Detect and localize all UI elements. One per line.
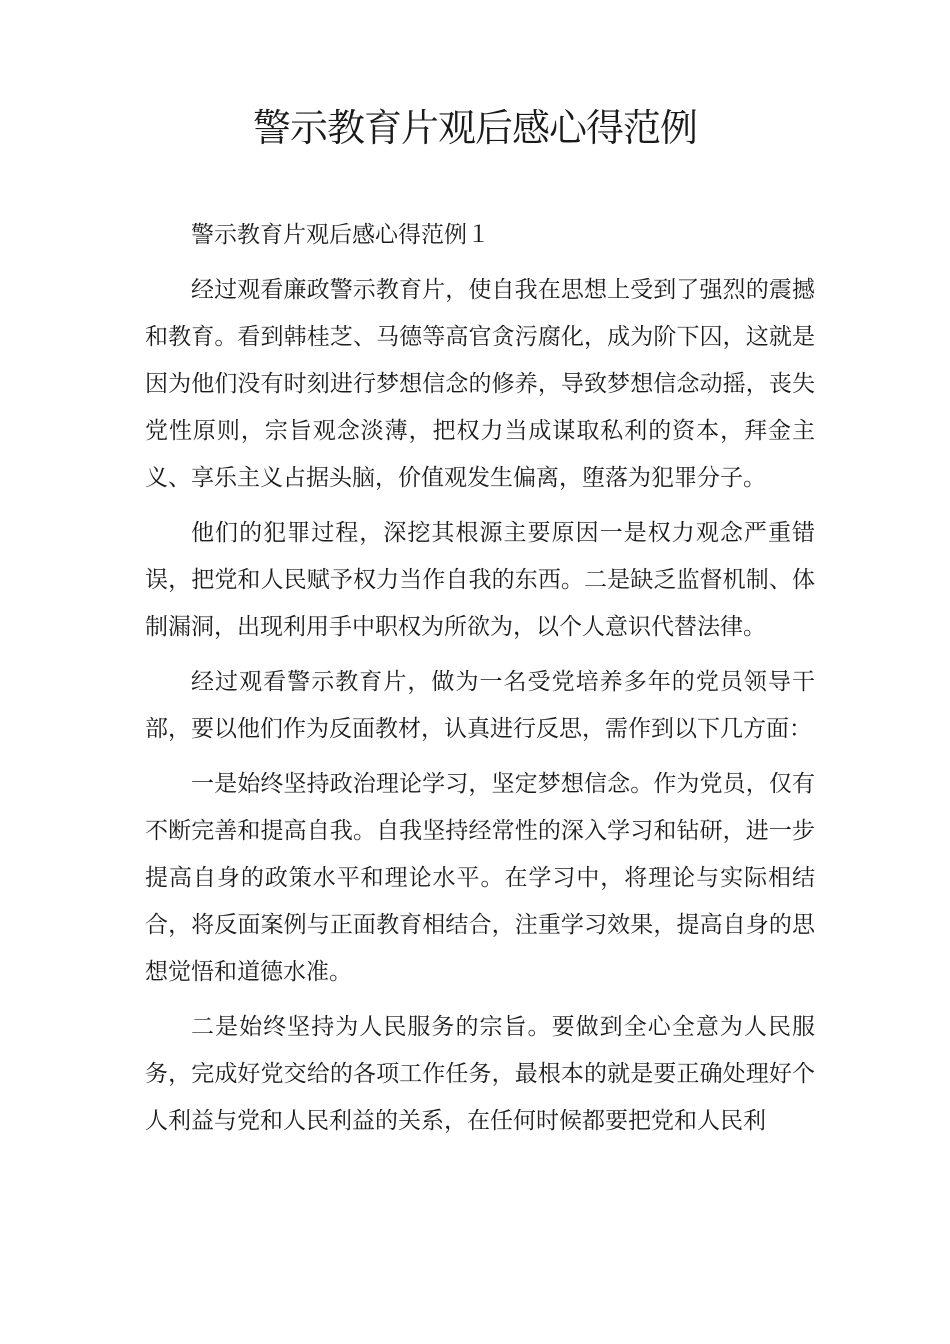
- paragraph-2: 他们的犯罪过程，深挖其根源主要原因一是权力观念严重错误，把党和人民赋予权力当作自我的东西。二是缺乏监督机制、体制漏洞，出现利用手中职权为所欲为，以个人意识代替法律。: [145, 520, 815, 640]
- paragraph-5: 二是始终坚持为人民服务的宗旨。要做到全心全意为人民服务，完成好党交给的各项工作任务，最根本的就是要正确处理好个人利益与党和人民利益的关系，在任何时候都要把党和人民利: [145, 1014, 815, 1134]
- document-body: [145, 212, 815, 1153]
- paragraph-1: 经过观看廉政警示教育片，使自我在思想上受到了强烈的震撼和教育。看到韩桂芝、马德等高官贪污腐化，成为阶下囚，这就是因为他们没有时刻进行梦想信念的修养，导致梦想信念动摇，丧失党性原则，宗旨观念淡薄，把权力当成谋取私利的资本，拜金主义、享乐主义占据头脑，价值观发生偏离，堕落为犯罪分子。: [145, 277, 815, 491]
- document-title: 警示教育片观后感心得范例: [252, 106, 697, 150]
- section-heading: 警示教育片观后感心得范例１: [191, 222, 490, 248]
- paragraph-3: 经过观看警示教育片，做为一名受党培养多年的党员领导干部，要以他们作为反面教材，认真进行反思，需作到以下几方面：: [145, 669, 815, 742]
- paragraph-4: 一是始终坚持政治理论学习，坚定梦想信念。作为党员，仅有不断完善和提高自我。自我坚持经常性的深入学习和钻研，进一步提高自身的政策水平和理论水平。在学习中，将理论与实际相结合，将反面案例与正面教育相结合，注重学习效果，提高自身的思想觉悟和道德水准。: [145, 771, 815, 985]
